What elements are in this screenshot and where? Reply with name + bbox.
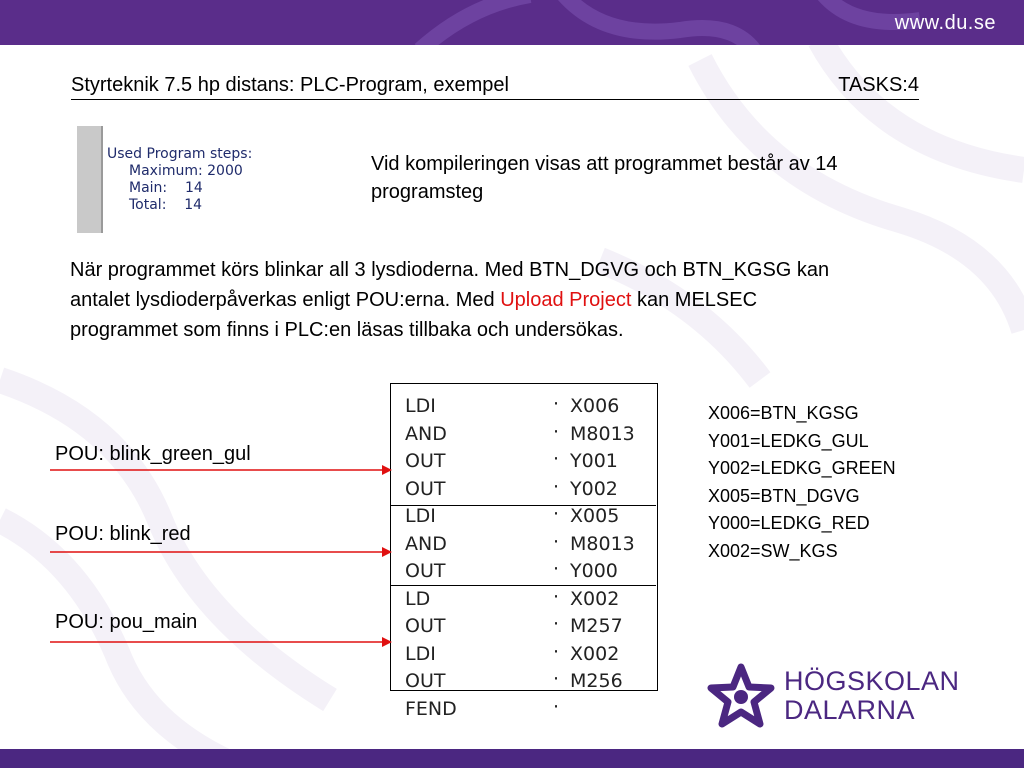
code-dot: · — [553, 640, 560, 663]
code-dot: · — [553, 503, 560, 525]
code-operand: X006 — [570, 395, 620, 417]
site-url[interactable]: www.du.se — [894, 12, 996, 34]
mapping-item: X005=BTN_DGVG — [708, 485, 860, 506]
code-instruction: OUT — [405, 450, 446, 472]
code-dot: · — [553, 393, 560, 415]
code-operand: M256 — [570, 670, 623, 692]
pou-arrow — [50, 545, 392, 559]
pou-label-pou-main: POU: pou_main — [55, 611, 198, 633]
code-dot: · — [553, 558, 560, 580]
code-instruction: OUT — [405, 477, 446, 500]
mapping-item: Y000=LEDKG_RED — [708, 513, 870, 533]
code-instruction: LD — [405, 587, 431, 610]
steps-total: Total: 14 — [129, 197, 203, 213]
code-instruction: OUT — [405, 560, 446, 582]
code-dot: · — [553, 420, 560, 443]
logo-line-2: DALARNA — [784, 695, 916, 725]
code-operand: M257 — [570, 615, 623, 637]
banner-pattern — [0, 0, 1024, 45]
code-separator — [390, 585, 656, 586]
code-operand: Y002 — [570, 477, 618, 500]
pou-label-blink-green-gul: POU: blink_green_gul — [55, 443, 251, 465]
description-paragraph — [70, 255, 870, 345]
code-instruction: AND — [405, 532, 447, 555]
code-operand: M8013 — [570, 422, 635, 445]
code-dot: · — [553, 695, 560, 718]
pou-arrow — [50, 463, 392, 477]
panel-edge — [77, 126, 103, 233]
mapping-item: Y001=LEDKG_GUL — [708, 430, 869, 451]
pou-arrow — [50, 635, 392, 649]
pou-label-blink-red: POU: blink_red — [55, 523, 191, 545]
paragraph-part1: När programmet körs blinkar all 3 lysdioderna. Med BTN_DGVG och BTN_KGSG kan antalet lysdioderpåverkas enligt POU:erna. Med — [70, 259, 830, 311]
code-operand: X005 — [570, 505, 620, 527]
code-instruction: AND — [405, 422, 447, 445]
title-tasks: TASKS:4 — [838, 74, 919, 96]
mapping-item: X002=SW_KGS — [708, 540, 838, 561]
io-mapping-list — [708, 400, 896, 565]
mapping-item: X006=BTN_KGSG — [708, 403, 859, 423]
code-operand: M8013 — [570, 532, 635, 555]
code-dot: · — [553, 668, 560, 690]
code-instruction: OUT — [405, 670, 446, 692]
hogskolan-dalarna-logo[interactable] — [706, 663, 996, 733]
mapping-item: Y002=LEDKG_GREEN — [708, 458, 896, 478]
code-dot: · — [553, 613, 560, 635]
steps-main: Main: 14 — [129, 180, 203, 196]
steps-maximum: Maximum: 2000 — [129, 163, 243, 179]
code-dot: · — [553, 585, 560, 608]
logo-line-1: HÖGSKOLAN — [784, 666, 960, 696]
code-instruction: LDI — [405, 505, 436, 527]
top-banner — [0, 0, 1024, 45]
upload-project-highlight: Upload Project — [500, 289, 632, 311]
code-operand: Y001 — [570, 450, 618, 472]
code-operand: X002 — [570, 587, 620, 610]
title-text: Styrteknik 7.5 hp distans: PLC-Program, exempel — [71, 74, 509, 96]
code-dot: · — [553, 448, 560, 470]
code-dot: · — [553, 530, 560, 553]
steps-heading: Used Program steps: — [107, 146, 253, 162]
code-operand: Y000 — [570, 560, 618, 582]
program-steps-text — [107, 146, 252, 214]
paragraph-part2: kan MELSEC programmet som finns i PLC:en läsas tillbaka och undersökas. — [70, 289, 758, 341]
slide-title — [71, 74, 919, 100]
code-instruction: LDI — [405, 642, 436, 665]
bottom-banner — [0, 749, 1024, 768]
code-dot: · — [553, 475, 560, 498]
program-steps-panel — [77, 126, 257, 233]
intro-text: Vid kompileringen visas att programmet består av 14 programsteg — [371, 153, 838, 203]
code-instruction: OUT — [405, 615, 446, 637]
star-logo-icon — [706, 663, 776, 733]
code-instruction: LDI — [405, 395, 436, 417]
logo-text — [784, 667, 960, 725]
code-instruction: FEND — [405, 697, 457, 720]
code-operand: X002 — [570, 642, 620, 665]
